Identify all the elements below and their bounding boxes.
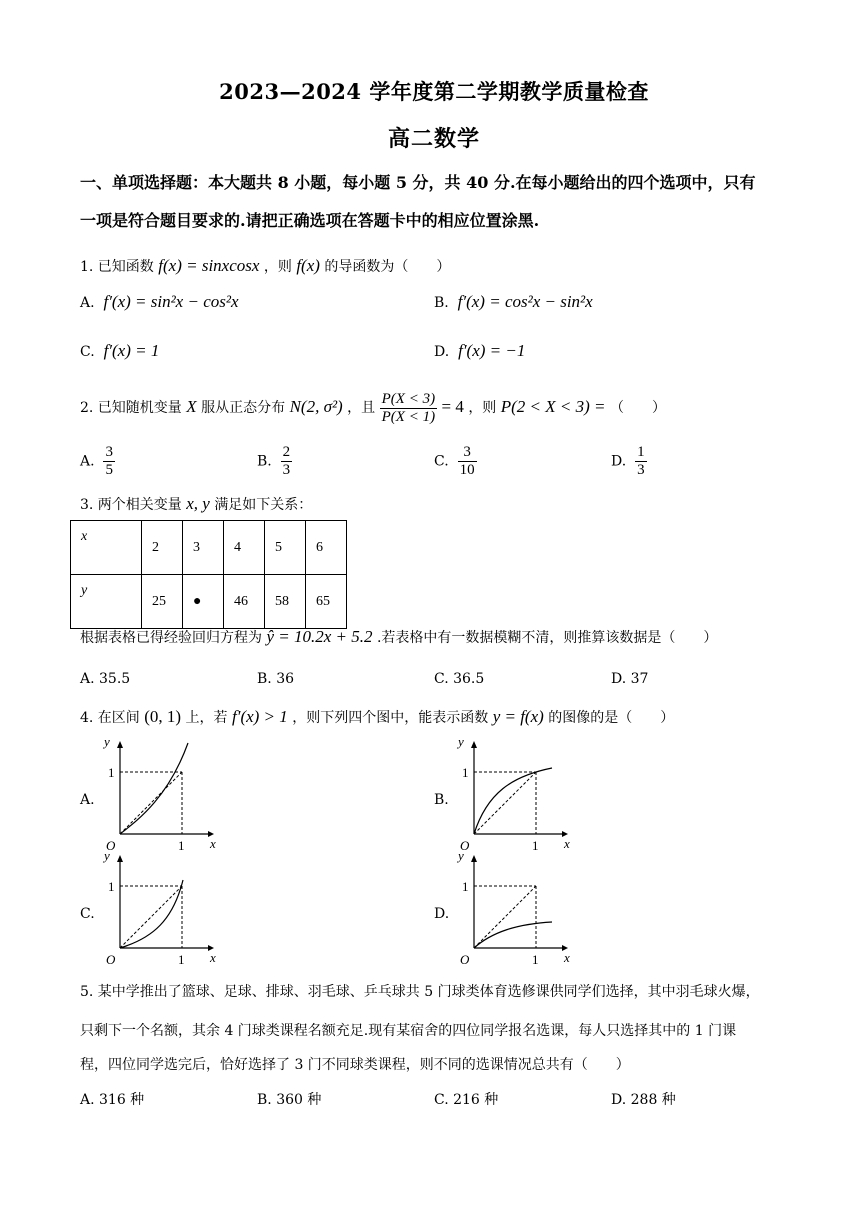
q5-option-c[interactable]: C. 216 种 xyxy=(434,1092,499,1108)
q1-fx: f(x) xyxy=(296,256,320,275)
q1-b-formula: f′(x) = cos²x − sin²x xyxy=(457,292,593,311)
q3-option-d[interactable]: D. 37 xyxy=(611,671,649,687)
q2-a-num: 3 xyxy=(105,444,113,460)
function-curve xyxy=(120,880,183,948)
exam-title: 2023—2024 学年度第二学期教学质量检查 xyxy=(219,79,649,104)
q2-d-den: 3 xyxy=(637,462,645,478)
q2-option-a[interactable] xyxy=(80,444,115,479)
q4-function: y = f(x) xyxy=(492,707,544,726)
y-axis-label: y xyxy=(104,738,110,749)
q3-option-c[interactable]: C. 36.5 xyxy=(434,671,485,687)
function-curve xyxy=(474,768,552,834)
q1-a-formula: f′(x) = sin²x − cos²x xyxy=(103,292,239,311)
dashed-diagonal xyxy=(474,886,536,948)
q1-text: ，则 xyxy=(263,259,292,275)
x-axis-label: x xyxy=(210,836,216,851)
x-axis-label: x xyxy=(210,950,216,965)
question-1-stem xyxy=(80,256,450,277)
q4-interval: (0, 1) xyxy=(144,707,182,726)
q2-probability: P(2 < X < 3) = xyxy=(500,397,606,416)
q5-option-b[interactable]: B. 360 种 xyxy=(257,1092,322,1108)
q2-c-den: 10 xyxy=(459,462,475,478)
question-5-line3: 程，四位同学选完后，恰好选择了 3 门不同球类课程，则不同的选课情况总共有（ ） xyxy=(80,1057,630,1073)
q2-frac-numerator: P(X < 3) xyxy=(381,390,436,407)
q2-b-num: 2 xyxy=(282,444,291,460)
y-tick-one: 1 xyxy=(108,879,115,894)
question-2-stem xyxy=(80,385,666,430)
q2-text1: 服从正态分布 xyxy=(201,400,286,416)
q1-a-label: A. xyxy=(80,295,95,311)
q1-tail: 的导函数为（ ） xyxy=(324,259,451,275)
q3-equation: ŷ = 10.2x + 5.2 xyxy=(266,627,373,646)
table-cell: 65 xyxy=(306,575,347,629)
table-cell: 58 xyxy=(265,575,306,629)
origin-label: O xyxy=(460,838,470,853)
q2-a-label: A. xyxy=(80,453,95,470)
q2-c-num: 3 xyxy=(458,444,477,462)
y-axis-label: y xyxy=(458,852,464,863)
table-row xyxy=(71,575,347,629)
q1-c-label: C. xyxy=(80,344,95,360)
q2-frac-denominator: P(X < 1) xyxy=(381,408,436,425)
q1-function: f(x) = sinxcosx xyxy=(158,256,260,275)
q1-option-a[interactable] xyxy=(80,292,239,313)
q1-d-formula: f′(x) = −1 xyxy=(458,341,526,360)
q5-option-a[interactable]: A. 316 种 xyxy=(80,1092,145,1108)
q4-graph-a[interactable] xyxy=(98,738,218,858)
q2-option-d[interactable] xyxy=(611,444,647,479)
q1-option-b[interactable] xyxy=(434,292,593,313)
q2-equals: = 4 xyxy=(441,397,464,416)
x-tick-one: 1 xyxy=(178,838,185,853)
x-axis-label: x xyxy=(564,836,570,851)
q2-option-b[interactable] xyxy=(257,444,292,479)
q2-distribution: N(2, σ²) xyxy=(289,397,343,416)
q2-d-label: D. xyxy=(611,453,627,470)
function-curve xyxy=(120,743,188,834)
q2-tail: （ ） xyxy=(609,400,666,416)
x-tick-one: 1 xyxy=(178,952,185,967)
q2-b-label: B. xyxy=(257,453,272,470)
dashed-diagonal xyxy=(120,886,182,948)
q2-option-c[interactable] xyxy=(434,444,477,479)
q4-graph-b[interactable] xyxy=(452,738,572,858)
q2-variable: X xyxy=(186,397,197,416)
y-axis-label: y xyxy=(104,852,110,863)
table-cell: 5 xyxy=(265,521,306,575)
q4-option-d-label[interactable]: D. xyxy=(434,906,450,922)
q1-option-d[interactable] xyxy=(434,341,525,362)
q1-option-c[interactable] xyxy=(80,341,159,362)
q3-text: 满足如下关系： xyxy=(214,497,313,513)
q3-text2: .若表格中有一数据模糊不清，则推算该数据是（ ） xyxy=(376,630,718,646)
q2-a-den: 5 xyxy=(105,462,113,478)
q4-number: 4. 在区间 xyxy=(80,710,140,726)
q3-vars: x, y xyxy=(186,494,210,513)
question-5-line1: 5. 某中学推出了篮球、足球、排球、羽毛球、乒乓球共 5 门球类体育选修课供同学们选择，其中羽毛球火爆， xyxy=(80,984,760,1000)
table-cell: 2 xyxy=(142,521,183,575)
y-axis-arrow xyxy=(471,855,477,862)
q4-condition: f′(x) > 1 xyxy=(232,707,288,726)
q4-option-c-label[interactable]: C. xyxy=(80,906,95,922)
y-tick-one: 1 xyxy=(462,879,469,894)
y-axis-arrow xyxy=(471,741,477,748)
q2-text2: ，且 xyxy=(347,400,376,416)
q5-option-d[interactable]: D. 288 种 xyxy=(611,1092,676,1108)
q2-ratio-fraction xyxy=(380,391,437,426)
x-tick-one: 1 xyxy=(532,838,539,853)
function-curve xyxy=(474,922,552,948)
origin-label: O xyxy=(106,838,116,853)
section-instruction-line1: 一、单项选择题：本大题共 8 小题，每小题 5 分，共 40 分.在每小题给出的四个选项中，只有 xyxy=(80,173,756,192)
q1-c-formula: f′(x) = 1 xyxy=(103,341,160,360)
x-axis-label: x xyxy=(564,950,570,965)
q3-option-b[interactable]: B. 36 xyxy=(257,671,295,687)
y-axis-arrow xyxy=(117,855,123,862)
question-4-stem xyxy=(80,707,674,728)
q2-number: 2. 已知随机变量 xyxy=(80,400,182,416)
q3-regression-text xyxy=(80,627,717,648)
q4-option-b-label[interactable]: B. xyxy=(434,792,449,808)
subject-title: 高二数学 xyxy=(387,126,480,152)
y-axis-arrow xyxy=(117,741,123,748)
q4-graph-d[interactable] xyxy=(452,852,572,972)
dashed-diagonal xyxy=(474,772,536,834)
q3-text1: 根据表格已得经验回归方程为 xyxy=(80,630,262,646)
q4-text2: 上，若 xyxy=(185,710,228,726)
q2-d-num: 1 xyxy=(637,444,645,460)
table-cell: 4 xyxy=(224,521,265,575)
table-cell-blurred: ● xyxy=(183,575,224,629)
q3-option-a[interactable]: A. 35.5 xyxy=(80,671,131,687)
table-cell: 25 xyxy=(142,575,183,629)
y-axis-label: y xyxy=(458,738,464,749)
q1-d-label: D. xyxy=(434,344,450,360)
q3-data-table xyxy=(70,520,347,629)
q2-c-label: C. xyxy=(434,453,449,470)
table-cell: 3 xyxy=(183,521,224,575)
q4-option-a-label[interactable]: A. xyxy=(80,792,95,808)
table-cell-y-label: y xyxy=(71,575,142,629)
q2-b-den: 3 xyxy=(282,462,291,478)
question-5-line2: 只剩下一个名额，其余 4 门球类课程名额充足.现有某宿舍的四位同学报名选课，每人只选择其中的 1 门课 xyxy=(80,1023,737,1039)
origin-label: O xyxy=(106,952,116,967)
table-cell: 46 xyxy=(224,575,265,629)
q1-number: 1. 已知函数 xyxy=(80,259,154,275)
dashed-diagonal xyxy=(120,772,182,834)
q1-b-label: B. xyxy=(434,295,449,311)
q3-number: 3. 两个相关变量 xyxy=(80,497,182,513)
table-row xyxy=(71,521,347,575)
origin-label: O xyxy=(460,952,470,967)
q4-graph-c[interactable] xyxy=(98,852,218,972)
question-3-stem xyxy=(80,494,312,515)
section-instruction-line2: 一项是符合题目要求的.请把正确选项在答题卡中的相应位置涂黑. xyxy=(80,211,540,230)
y-tick-one: 1 xyxy=(108,765,115,780)
table-cell-x-label: x xyxy=(71,521,142,575)
x-tick-one: 1 xyxy=(532,952,539,967)
q4-text3: ，则下列四个图中，能表示函数 xyxy=(292,710,489,726)
q4-text4: 的图像的是（ ） xyxy=(548,710,675,726)
q2-text3: ，则 xyxy=(468,400,497,416)
table-cell: 6 xyxy=(306,521,347,575)
y-tick-one: 1 xyxy=(462,765,469,780)
